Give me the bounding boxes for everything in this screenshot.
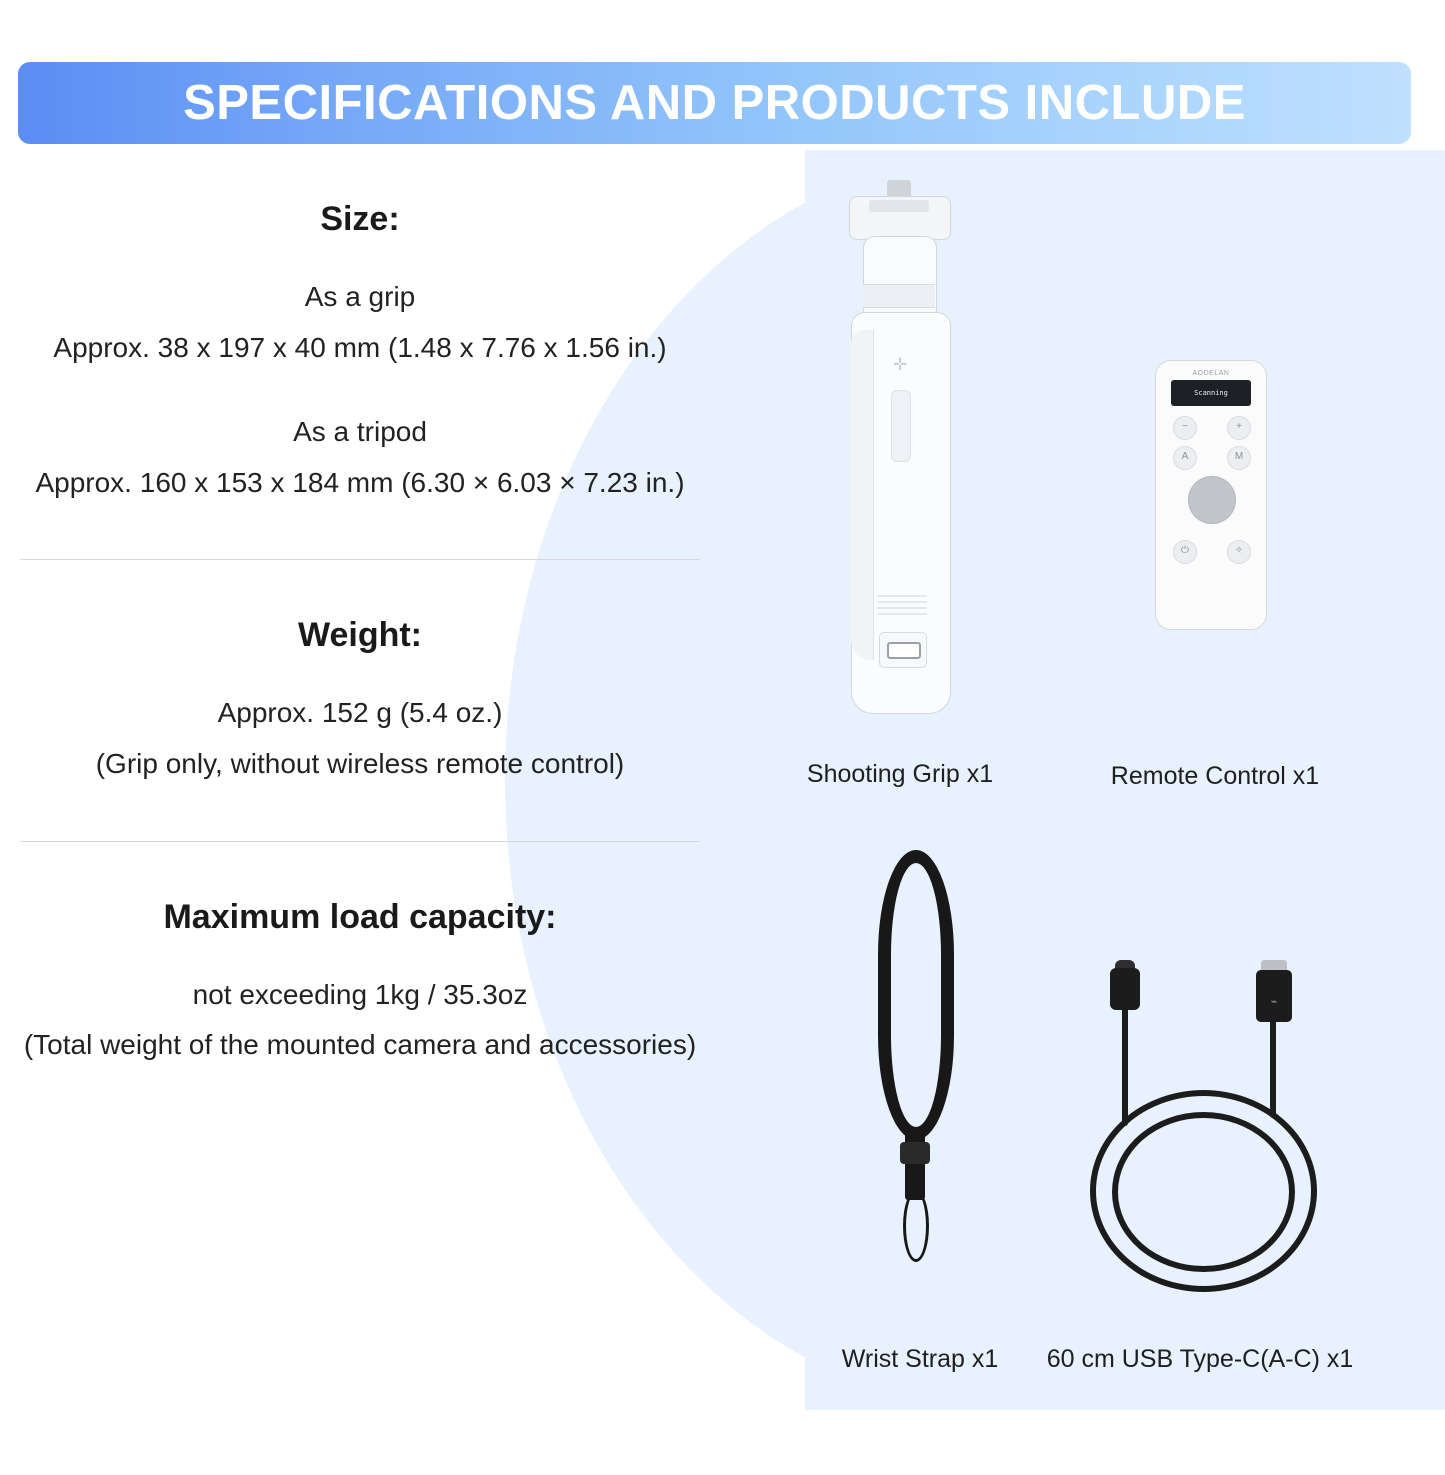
spec-load-heading: Maximum load capacity:	[163, 897, 557, 936]
remote-brand-label: AODELAN	[1192, 370, 1230, 377]
cable-coil-inner	[1112, 1112, 1295, 1272]
usb-port-icon	[887, 642, 921, 659]
strap-main-loop	[878, 850, 954, 1140]
remote-minus-button[interactable]: −	[1173, 416, 1197, 440]
divider-1	[20, 559, 700, 560]
specifications-column	[0, 200, 720, 1076]
usb-cable-image	[1060, 960, 1340, 1300]
remote-bluetooth-button[interactable]: ✧	[1227, 540, 1251, 564]
grip-head-notch	[869, 200, 929, 212]
remote-up-button[interactable]: A	[1173, 446, 1197, 470]
caption-shooting-grip: Shooting Grip x1	[806, 760, 994, 788]
cable-wire-left	[1122, 1006, 1128, 1126]
caption-wrist-strap: Wrist Strap x1	[841, 1345, 999, 1373]
grip-neck-ring	[863, 284, 935, 308]
caption-remote-control: Remote Control x1	[1110, 762, 1320, 790]
shooting-grip-image	[835, 180, 965, 740]
spec-load-line-1: not exceeding 1kg / 35.3oz	[192, 978, 528, 1010]
grip-trigger	[891, 390, 911, 462]
spec-load	[0, 898, 720, 1066]
grip-leg	[851, 330, 874, 660]
spec-size-line-4: Approx. 160 x 153 x 184 mm (6.30 × 6.03 × 7.23 in.)	[35, 466, 685, 498]
products-column	[740, 160, 1440, 1420]
remote-shutter-button[interactable]	[1188, 476, 1236, 524]
divider-2	[20, 841, 700, 842]
spec-size-line-2: Approx. 38 x 197 x 40 mm (1.48 x 7.76 x 1.56 in.)	[53, 331, 667, 363]
strap-slider	[900, 1142, 930, 1164]
spec-load-line-2: (Total weight of the mounted camera and accessories)	[23, 1029, 697, 1061]
grip-grooves	[877, 595, 927, 613]
spec-weight-line-2: (Grip only, without wireless remote control)	[95, 747, 625, 779]
caption-usb-cable: 60 cm USB Type-C(A-C) x1	[1046, 1345, 1354, 1373]
spec-size-line-1: As a grip	[304, 281, 416, 312]
grip-neck	[863, 236, 937, 322]
strap-small-loop	[903, 1190, 929, 1262]
type-c-connector-icon	[1110, 968, 1140, 1010]
remote-control-image	[1155, 360, 1267, 630]
remote-screen-text: Scanning	[1194, 389, 1228, 397]
remote-mode-button[interactable]: M	[1227, 446, 1251, 470]
header-banner	[18, 62, 1411, 144]
remote-screen	[1171, 380, 1251, 406]
spec-size	[0, 200, 720, 503]
usb-trident-icon: ⌁	[1270, 996, 1278, 1008]
remote-power-button[interactable]: ⏻	[1173, 540, 1197, 564]
spec-weight-heading: Weight:	[297, 616, 422, 655]
spec-size-heading: Size:	[320, 200, 400, 238]
wrist-strap-image	[860, 850, 980, 1290]
cable-wire-right	[1270, 1018, 1276, 1118]
remote-plus-button[interactable]: +	[1227, 416, 1251, 440]
spec-weight	[0, 616, 720, 784]
grip-plus-icon: ✛	[893, 355, 908, 374]
spec-size-line-3: As a tripod	[293, 416, 427, 448]
page-title: SPECIFICATIONS AND PRODUCTS INCLUDE	[183, 76, 1246, 130]
spec-weight-line-1: Approx. 152 g (5.4 oz.)	[217, 697, 503, 729]
